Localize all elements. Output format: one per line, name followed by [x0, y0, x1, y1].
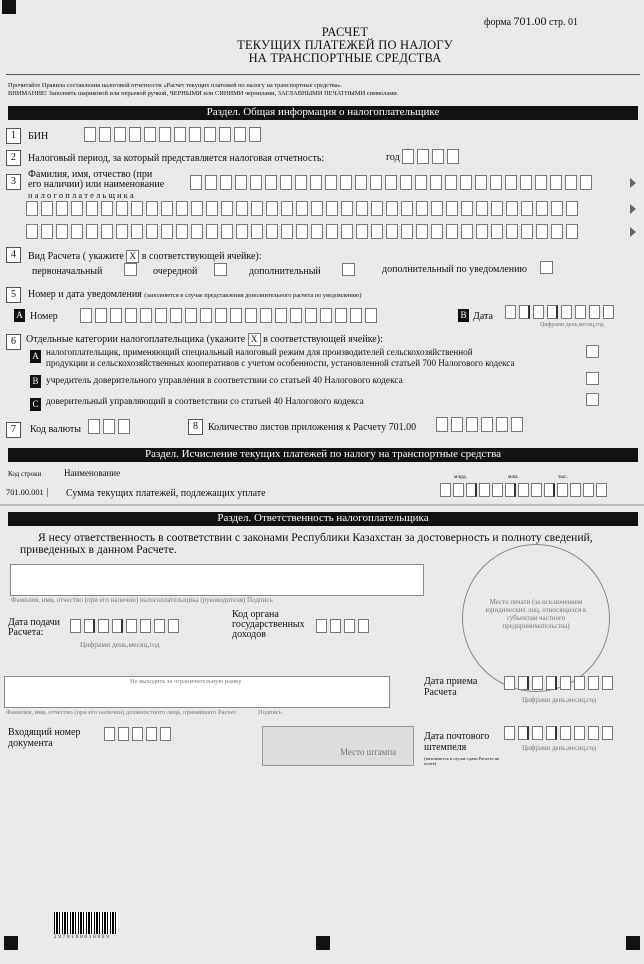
- category-a-marker: A: [30, 350, 41, 363]
- section-calculation: Раздел. Исчисление текущих платежей по налогу на транспортные средства: [8, 448, 638, 462]
- section-general-info: Раздел. Общая информация о налогоплательщике: [8, 106, 638, 120]
- field-number: 4: [6, 247, 21, 263]
- barcode: [54, 912, 118, 934]
- category-b-checkbox[interactable]: [586, 372, 599, 385]
- currency-code-input[interactable]: [88, 419, 130, 434]
- category-c-checkbox[interactable]: [586, 393, 599, 406]
- tax-period-label: Налоговый период, за который представляется налоговая отчетность:: [28, 153, 325, 164]
- head-name-caption: Фамилия, имя, отчество (при его наличии) налогоплательщика (руководителя) Подпись: [11, 596, 273, 604]
- date-hint: Цифрами день,месяц,год: [540, 322, 604, 328]
- row-code: 701.00.001: [6, 488, 48, 497]
- unit-mln: млн.: [508, 474, 519, 480]
- category-c-marker: C: [30, 398, 41, 411]
- postal-date-hint: Цифрами день,месяц,год: [522, 744, 597, 752]
- stamp-area: [262, 726, 414, 766]
- receipt-date-hint: Цифрами день,месяц,год: [522, 696, 597, 704]
- option-regular-checkbox[interactable]: [214, 263, 227, 276]
- incoming-number-label: Входящий номер документа: [8, 727, 81, 749]
- head-name-field[interactable]: [10, 564, 424, 596]
- taxpayer-name-input-3[interactable]: [26, 224, 578, 239]
- officer-caption: Фамилия, имя, отчество (при его наличии) должностного лица, принявшего Расчет Подпись: [6, 709, 282, 716]
- category-b-text: учредитель доверительного управления в соответствии со статьей 40 Налогового кодекса: [46, 376, 403, 386]
- instructions: Прочитайте Правила составления налоговой отчетности «Расчет текущих платежей по налогу на транспортные средства». ВНИМАНИЕ! Заполнять шариковой или перьевой ручкой, ЧЕРНЫМИ или СИНИМИ чернилами, ЗАГЛАВНЫМИ ПЕЧАТНЫМИ символами.: [8, 82, 399, 97]
- unit-bln: млрд.: [454, 474, 468, 480]
- current-payments-input[interactable]: [440, 483, 607, 497]
- subfield-a-marker: A: [14, 309, 25, 322]
- category-a-text: налогоплательщик, применяющий специальный налоговый режим для производителей сельскохозяйственной продукции и сельскохозяйственных кооперативов с учетом особенности, установленной статьей 700 Налогового кодекса: [46, 347, 515, 368]
- category-c-text: доверительный управляющий в соответствии со статьей 40 Налогового кодекса: [46, 397, 364, 407]
- year-label: год: [386, 152, 400, 163]
- notice-label: Номер и дата уведомления (заполняется в случае представления дополнительного расчета по уведомлению): [28, 289, 362, 300]
- option-additional-checkbox[interactable]: [342, 263, 355, 276]
- barcode-number: 2 9 7 0 1 0 0 0 1 0 0 0 9: [54, 935, 109, 940]
- registration-mark: [626, 936, 640, 950]
- bin-input[interactable]: [84, 127, 261, 142]
- option-initial-label: первоначальный: [32, 266, 103, 277]
- registration-mark: [316, 936, 330, 950]
- submit-date-hint: Цифрами день,месяц,год: [80, 640, 160, 649]
- field-number: 3: [6, 174, 21, 190]
- registration-mark: [2, 0, 16, 14]
- row-name: Сумма текущих платежей, подлежащих уплате: [66, 488, 266, 499]
- field-number: 8: [188, 419, 203, 435]
- currency-code-label: Код валюты: [30, 424, 82, 435]
- authority-code-label: Код органа государственных доходов: [232, 609, 305, 640]
- field-number: 2: [6, 150, 21, 166]
- continue-arrow-icon: [630, 204, 636, 214]
- form-code: форма 701.00 стр. 01: [484, 14, 578, 28]
- registration-mark: [4, 936, 18, 950]
- field-number: 5: [6, 287, 21, 303]
- authority-code-input[interactable]: [316, 619, 369, 633]
- stamp-text: Место штампа: [340, 747, 397, 757]
- attachment-count-label: Количество листов приложения к Расчету 701.00: [208, 422, 417, 433]
- postal-date-label: Дата почтового штемпеля: [424, 731, 490, 753]
- category-a-checkbox[interactable]: [586, 345, 599, 358]
- categories-label: Отдельные категории налогоплательщика (укажите X в соответствующей ячейке):: [26, 334, 383, 345]
- field-number: 6: [6, 334, 21, 350]
- col-name-header: Наименование: [64, 468, 121, 478]
- receipt-date-input[interactable]: [504, 676, 613, 690]
- option-regular-label: очередной: [153, 266, 198, 277]
- responsibility-statement: Я несу ответственность в соответствии с законами Республики Казахстан за достоверность и полноту сведений, приведенных в данном Расчете.: [20, 531, 593, 556]
- option-initial-checkbox[interactable]: [124, 263, 137, 276]
- notice-number-label: Номер: [30, 311, 58, 322]
- field-number: 1: [6, 128, 21, 144]
- notice-number-input[interactable]: [80, 308, 377, 323]
- calc-type-label: Вид Расчета ( укажите X в соответствующей ячейке):: [28, 251, 262, 262]
- frame-note: Не выходить за ограничительную рамку: [130, 678, 242, 685]
- taxpayer-name-input-2[interactable]: [26, 201, 578, 216]
- continue-arrow-icon: [630, 178, 636, 188]
- taxpayer-name-label: Фамилия, имя, отчество (при его наличии) или наименование н а л о г о п л а т е л ь щ и к а: [28, 169, 165, 200]
- document-title: РАСЧЕТ ТЕКУЩИХ ПЛАТЕЖЕЙ ПО НАЛОГУ НА ТРАНСПОРТНЫЕ СРЕДСТВА: [237, 25, 453, 65]
- postal-date-input[interactable]: [504, 726, 613, 740]
- year-input[interactable]: [402, 149, 459, 164]
- continue-arrow-icon: [630, 227, 636, 237]
- section-responsibility: Раздел. Ответственность налогоплательщика: [8, 512, 638, 526]
- col-code-header: Код строки: [8, 470, 42, 478]
- notice-date-input[interactable]: [505, 305, 614, 319]
- bin-label: БИН: [28, 131, 49, 142]
- postal-note: (заполняется в случае сдачи Расчета по почте): [424, 756, 500, 766]
- seal-text: Место печати (за исключением юридических лиц, относящихся к субъектам частного предпринимательства): [485, 598, 587, 630]
- notice-date-label: Дата: [473, 311, 493, 322]
- option-notice-checkbox[interactable]: [540, 261, 553, 274]
- option-notice-label: дополнительный по уведомлению: [382, 264, 527, 275]
- option-additional-label: дополнительный: [249, 266, 321, 277]
- receipt-date-label: Дата приема Расчета: [424, 676, 478, 698]
- taxpayer-name-input-1[interactable]: [190, 175, 592, 190]
- field-number: 7: [6, 422, 21, 438]
- subfield-b-marker: B: [458, 309, 469, 322]
- category-b-marker: B: [30, 375, 41, 388]
- unit-ths: тыс.: [558, 474, 568, 480]
- submit-date-input[interactable]: [70, 619, 179, 633]
- attachment-count-input[interactable]: [436, 417, 523, 432]
- incoming-number-input[interactable]: [104, 727, 171, 741]
- submit-date-label: Дата подачи Расчета:: [8, 617, 61, 638]
